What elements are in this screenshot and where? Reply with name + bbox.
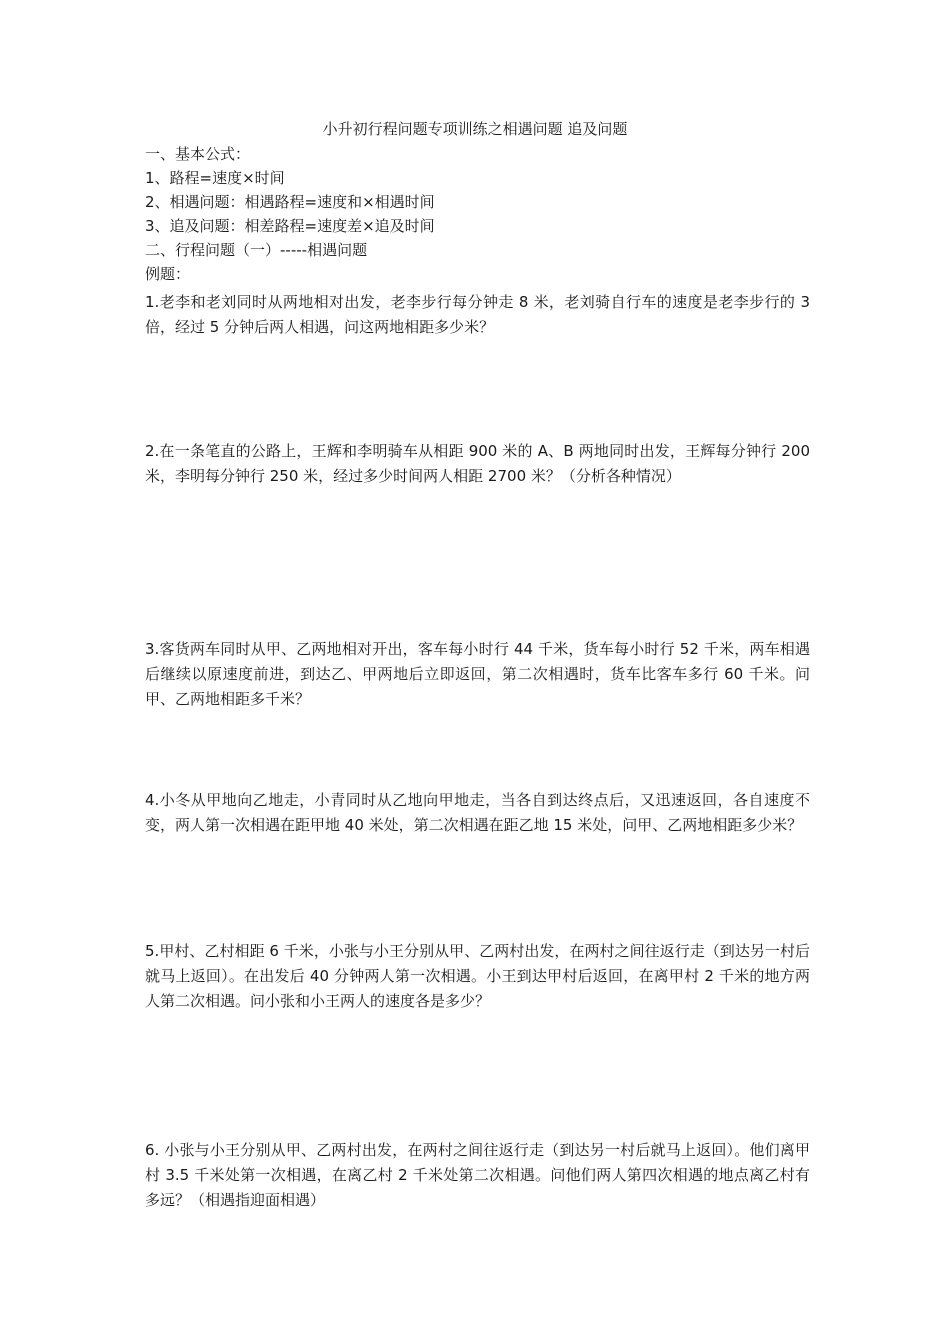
formula-chasing: 3、追及问题：相差路程=速度差×追及时间 bbox=[145, 217, 435, 235]
formula-meeting: 2、相遇问题：相遇路程=速度和×相遇时间 bbox=[145, 193, 435, 211]
section-heading-meeting-problems: 二、行程问题（一）-----相遇问题 bbox=[145, 241, 368, 259]
problem-2: 2.在一条笔直的公路上，王辉和李明骑车从相距 900 米的 A、B 两地同时出发，王辉每分钟行 200 米，李明每分钟行 250 米，经过多少时间两人相距 2700 米？（分析各种情况） bbox=[145, 442, 810, 485]
example-label: 例题： bbox=[145, 265, 191, 283]
formula-distance: 1、路程=速度×时间 bbox=[145, 169, 285, 187]
document-title: 小升初行程问题专项训练之相遇问题 追及问题 bbox=[322, 120, 628, 138]
problem-1: 1.老李和老刘同时从两地相对出发，老李步行每分钟走 8 米，老刘骑自行车的速度是老李步行的 3 倍，经过 5 分钟后两人相遇，问这两地相距多少米？ bbox=[145, 293, 810, 336]
problem-5: 5.甲村、乙村相距 6 千米，小张与小王分别从甲、乙两村出发，在两村之间往返行走（到达另一村后就马上返回）。在出发后 40 分钟两人第一次相遇。小王到达甲村后返回，在离甲村 2 千米的地方两人第二次相遇。问小张和小王两人的速度各是多少？ bbox=[145, 942, 810, 1010]
problem-3: 3.客货两车同时从甲、乙两地相对开出，客车每小时行 44 千米，货车每小时行 52 千米，两车相遇后继续以原速度前进，到达乙、甲两地后立即返回，第二次相遇时，货车比客车多行 60 千米。问甲、乙两地相距多千米？ bbox=[145, 640, 810, 708]
problem-6: 6. 小张与小王分别从甲、乙两村出发，在两村之间往返行走（到达另一村后就马上返回）。他们离甲村 3.5 千米处第一次相遇，在离乙村 2 千米处第二次相遇。问他们两人第四次相遇的地点离乙村有多远？（相遇指迎面相遇） bbox=[145, 1141, 810, 1209]
section-heading-basic-formulas: 一、基本公式： bbox=[145, 145, 251, 163]
problem-4: 4.小冬从甲地向乙地走，小青同时从乙地向甲地走，当各自到达终点后，又迅速返回，各自速度不变，两人第一次相遇在距甲地 40 米处，第二次相遇在距乙地 15 米处，问甲、乙两地相距多少米？ bbox=[145, 791, 810, 834]
